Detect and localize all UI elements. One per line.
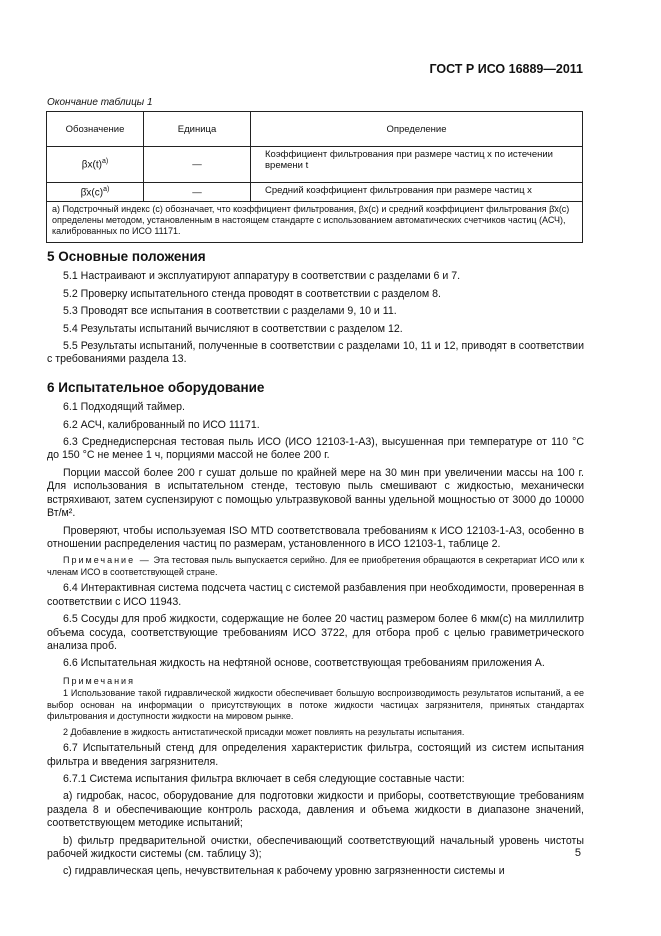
table-caption: Окончание таблицы 1 — [47, 97, 153, 108]
column-header: Единица — [144, 112, 251, 147]
main-text — [47, 250, 584, 883]
paragraph: 6.4 Интерактивная система подсчета частиц с системой разбавления при необходимости, проверенная в соответствии с ИСО 11943. — [47, 582, 584, 608]
symbol-cell: $\beta x(t)^{a)}$ — [47, 147, 144, 183]
paragraph: 6.1 Подходящий таймер. — [63, 401, 185, 414]
paragraph: 6.7.1 Система испытания фильтра включает в себя следующие составные части: — [63, 772, 465, 785]
table-footnote-row — [47, 202, 583, 243]
definitions-table — [46, 111, 583, 243]
column-header: Обозначение — [47, 112, 144, 147]
definition-cell: Коэффициент фильтрования при размере частиц x по истечении времени t — [251, 147, 583, 183]
paragraph: c) гидравлическая цепь, нечувствительная к рабочему уровню загрязненности системы и — [63, 865, 505, 878]
paragraph: 6.3 Среднедисперсная тестовая пыль ИСО (ИСО 12103-1-А3), высушенная при температуре от 110 °С до 150 °С не менее 1 ч, порциями массой не более 200 г. — [47, 436, 584, 462]
paragraph: 6.5 Сосуды для проб жидкости, содержащие не более 20 частиц размером более 6 мкм(с) на миллилитр объема сосуда, соответствующие требованиям ИСО 3722, для отбора проб с целью гравиметрического анализа проб. — [47, 613, 584, 652]
paragraph: 5.4 Результаты испытаний вычисляют в соответствии с разделом 12. — [63, 322, 403, 335]
note: 2 Добавление в жидкость антистатической присадки может повлиять на результаты испытания. — [63, 726, 465, 737]
table-header-row — [47, 112, 583, 147]
symbol-cell: $\betāx(c)^{a)}$ — [47, 183, 144, 202]
unit-cell: — — [144, 147, 251, 183]
paragraph: 6.7 Испытательный стенд для определения характеристик фильтра, состоящий из систем испытания фильтра и введения загрязнителя. — [47, 742, 584, 768]
page-number: 5 — [574, 847, 581, 859]
unit-cell: — — [144, 183, 251, 202]
paragraph: a) гидробак, насос, оборудование для подготовки жидкости и приборы, соответствующие требованиям раздела 8 и обеспечивающие контроль расхода, давления и объема жидкости в диапазоне значений, соответствующем методике испытаний; — [47, 790, 584, 830]
definition-cell: Средний коэффициент фильтрования при размере частиц x — [251, 183, 583, 202]
paragraph: b) фильтр предварительной очистки, обеспечивающий соответствующий начальный уровень чистоты рабочей жидкости системы (см. таблицу 3); — [47, 834, 584, 860]
notes-heading: Примечания — [63, 675, 135, 686]
table-footnote: a) Подстрочный индекс (c) обозначает, что коэффициент фильтрования, βx(c) и средний коэффициент фильтрования β̄x(c) определены методом, установленным в настоящем стандарте с использованием автоматических счетчиков частиц (АСЧ), калиброванных по ИСО 11171. — [47, 202, 583, 243]
paragraph: Проверяют, чтобы используемая ISO MTD соответствовала требованиям к ИСО 12103-1-А3, особенно в отношении распределения частиц по размерам, установленного в ИСО 12103-1, таблице 2. — [47, 524, 584, 550]
document-header: ГОСТ Р ИСО 16889—2011 — [429, 62, 583, 76]
section-5-title: 5 Основные положения — [47, 249, 206, 264]
paragraph: 6.2 АСЧ, калиброванный по ИСО 11171. — [63, 418, 260, 431]
table-row — [47, 183, 583, 202]
note: 1 Использование такой гидравлической жидкости обеспечивает большую воспроизводимость результатов испытаний, а ее выбор основан на информации о присутствующих в потоке жидкости частицах загрязнителя, принятых стандартах фильтрования и доступности жидкости на мировом рынке. — [47, 688, 584, 722]
column-header: Определение — [251, 112, 583, 147]
table-row — [47, 147, 583, 183]
paragraph: 5.3 Проводят все испытания в соответствии с разделами 9, 10 и 11. — [63, 305, 397, 318]
paragraph: 6.6 Испытательная жидкость на нефтяной основе, соответствующая требованиям приложения А. — [63, 657, 545, 670]
paragraph: 5.1 Настраивают и эксплуатируют аппаратуру в соответствии с разделами 6 и 7. — [63, 270, 461, 283]
paragraph: 5.5 Результаты испытаний, полученные в соответствии с разделами 10, 11 и 12, приводят в соответствии с требованиями раздела 13. — [47, 340, 584, 366]
section-6-title: 6 Испытательное оборудование — [47, 379, 265, 395]
paragraph: Порции массой более 200 г сушат дольше по крайней мере на 30 мин при увеличении массы на 100 г. Для использования в испытательном стенде, тестовую пыль смешивают с жидкостью, механически встряхивают, затем суспензируют с помощью ультразвуковой ванны удельной мощностью от 3000 до 10000 Вт/м². — [47, 466, 584, 520]
note: Примечание — Эта тестовая пыль выпускается серийно. Для ее приобретения обращаются в секретариат ИСО или к членам ИСО в соответствующей стране. — [47, 555, 585, 577]
paragraph: 5.2 Проверку испытательного стенда проводят в соответствии с разделом 8. — [63, 287, 441, 300]
